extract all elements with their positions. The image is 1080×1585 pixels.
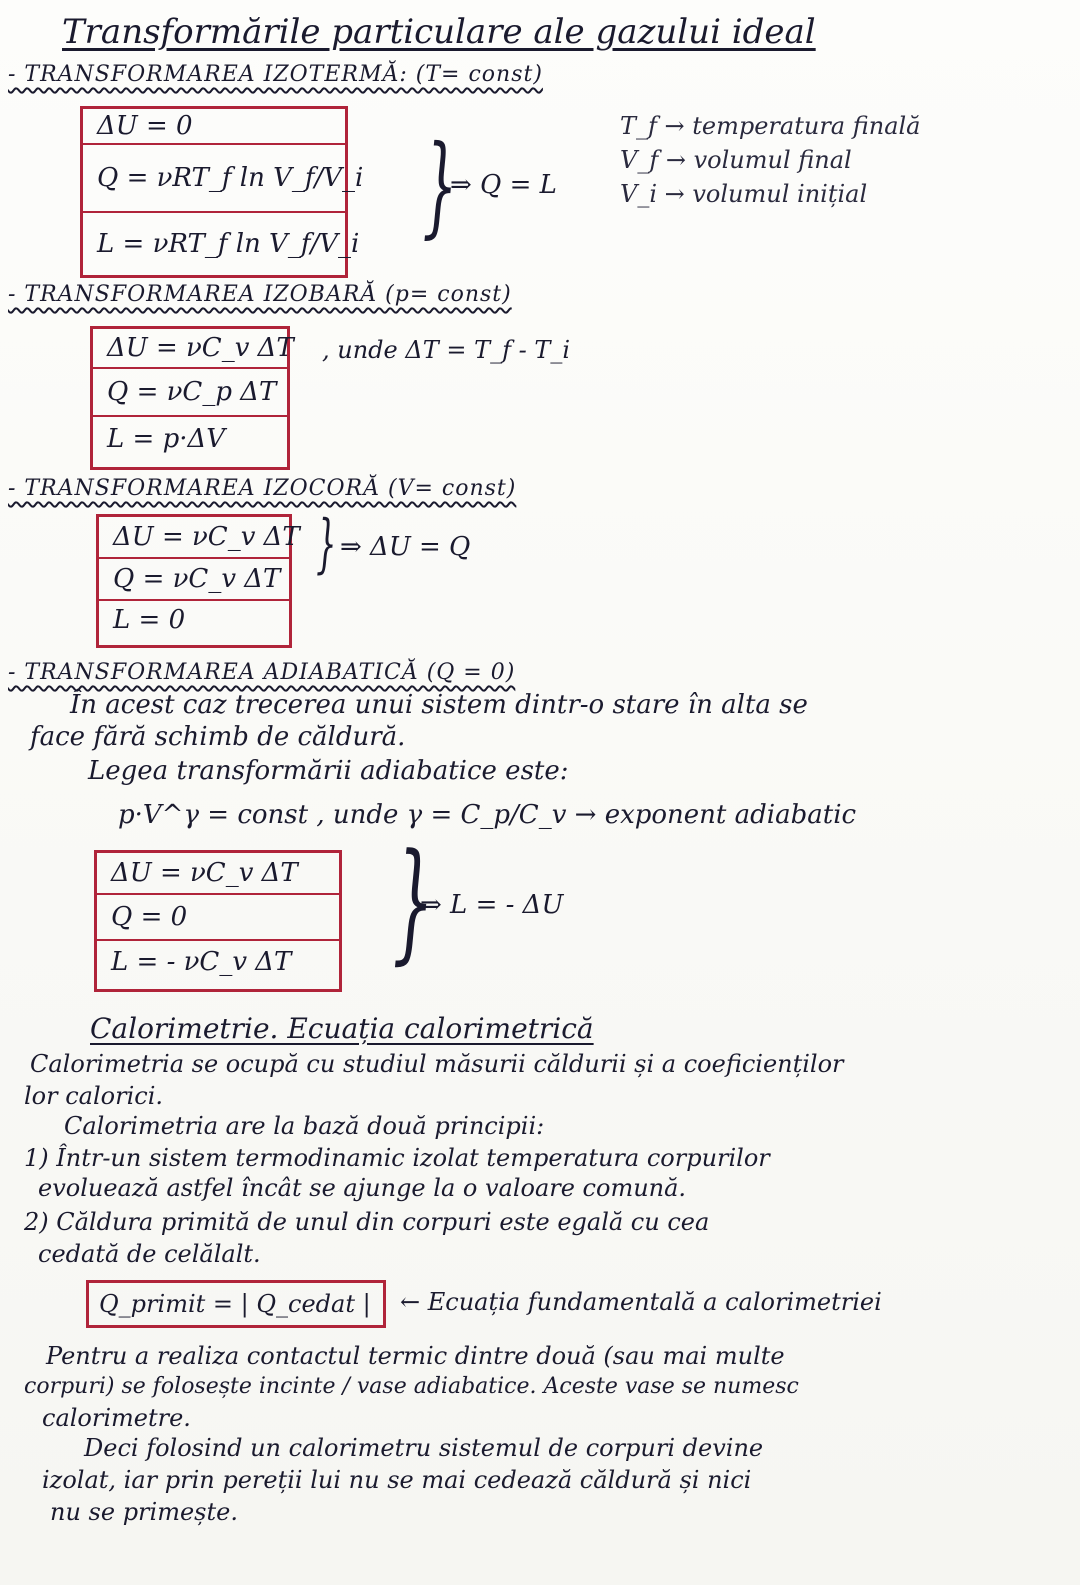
- paragraph-line: lor calorici.: [24, 1082, 163, 1110]
- equation-row: ΔU = 0: [83, 109, 345, 145]
- equation-row: L = - νC_v ΔT: [111, 947, 292, 977]
- section-heading-calorimetrie: Calorimetrie. Ecuația calorimetrică: [90, 1012, 594, 1045]
- equation-row: L = 0: [113, 605, 186, 635]
- equation-row: Q = νRT_f ln V_f/V_i: [83, 145, 345, 213]
- paragraph-line: corpuri) se folosește incinte / vase adiabatice. Aceste vase se numesc: [24, 1374, 799, 1399]
- equation-row: ΔU = νC_v ΔT: [93, 329, 287, 369]
- note-line: V_i → volumul inițial: [620, 180, 868, 208]
- note-line: V_f → volumul final: [620, 146, 852, 174]
- equation-row: ΔU = νC_v ΔT: [99, 517, 289, 559]
- calorimetric-equation: Q_primit = | Q_cedat |: [86, 1280, 386, 1328]
- section-heading-isoterma: - TRANSFORMAREA IZOTERMĂ: (T= const): [8, 62, 543, 87]
- right-brace-icon: }: [316, 507, 337, 581]
- paragraph-line: 2) Căldura primită de unul din corpuri este egală cu cea: [24, 1208, 710, 1236]
- paragraph-line: Calorimetria se ocupă cu studiul măsurii căldurii și a coeficienților: [30, 1050, 844, 1078]
- paragraph-line: p·V^γ = const , unde γ = C_p/C_v → exponent adiabatic: [118, 800, 857, 830]
- adiabatica-result: ⇒ L = - ΔU: [420, 890, 564, 920]
- equation-row: Q = νC_v ΔT: [99, 559, 289, 601]
- paragraph-line: evoluează astfel încât se ajunge la o valoare comună.: [38, 1174, 687, 1202]
- paragraph-line: cedată de celălalt.: [38, 1240, 261, 1268]
- right-brace-icon: }: [392, 825, 435, 977]
- paragraph-line: Deci folosind un calorimetru sistemul de corpuri devine: [84, 1434, 764, 1462]
- izocora-result: ⇒ ΔU = Q: [340, 532, 471, 562]
- equation-row: ΔU = νC_v ΔT: [97, 853, 339, 895]
- paragraph-line: În acest caz trecerea unui sistem dintr-o stare în alta se: [70, 690, 808, 720]
- paragraph-line: Legea transformării adiabatice este:: [88, 756, 569, 786]
- paragraph-line: face fără schimb de căldură.: [30, 722, 406, 752]
- page-title: Transformările particulare ale gazului ideal: [62, 12, 816, 52]
- paragraph-line: Pentru a realiza contactul termic dintre două (sau mai multe: [46, 1342, 785, 1370]
- paragraph-line: Calorimetria are la bază două principii:: [64, 1112, 545, 1140]
- section-heading-izobara: - TRANSFORMAREA IZOBARĂ (p= const): [8, 282, 512, 307]
- note-line: T_f → temperatura finală: [620, 112, 921, 140]
- paragraph-line: nu se primește.: [50, 1498, 238, 1526]
- isoterma-result: ⇒ Q = L: [450, 170, 557, 200]
- paragraph-line: 1) Într-un sistem termodinamic izolat temperatura corpurilor: [24, 1144, 770, 1172]
- izobara-note: , unde ΔT = T_f - T_i: [322, 336, 571, 364]
- paragraph-line: izolat, iar prin pereții lui nu se mai cedează căldură și nici: [42, 1466, 752, 1494]
- right-brace-icon: }: [422, 121, 458, 249]
- isoterma-equation-box: [80, 106, 364, 278]
- equation-note: ← Ecuația fundamentală a calorimetriei: [400, 1288, 882, 1316]
- section-heading-adiabatica: - TRANSFORMAREA ADIABATICĂ (Q = 0): [8, 660, 516, 685]
- section-heading-izocora: - TRANSFORMAREA IZOCORĂ (V= const): [8, 476, 517, 501]
- equation-row: Q = 0: [97, 895, 339, 941]
- izocora-equation-box: [96, 514, 300, 648]
- paragraph-line: calorimetre.: [42, 1404, 191, 1432]
- equation-row: Q = νC_p ΔT: [93, 369, 287, 417]
- equation-row: L = νRT_f ln V_f/V_i: [97, 229, 360, 259]
- adiabatica-equation-box: [94, 850, 342, 992]
- izobara-equation-box: [90, 326, 294, 470]
- equation-row: L = p·ΔV: [107, 424, 226, 454]
